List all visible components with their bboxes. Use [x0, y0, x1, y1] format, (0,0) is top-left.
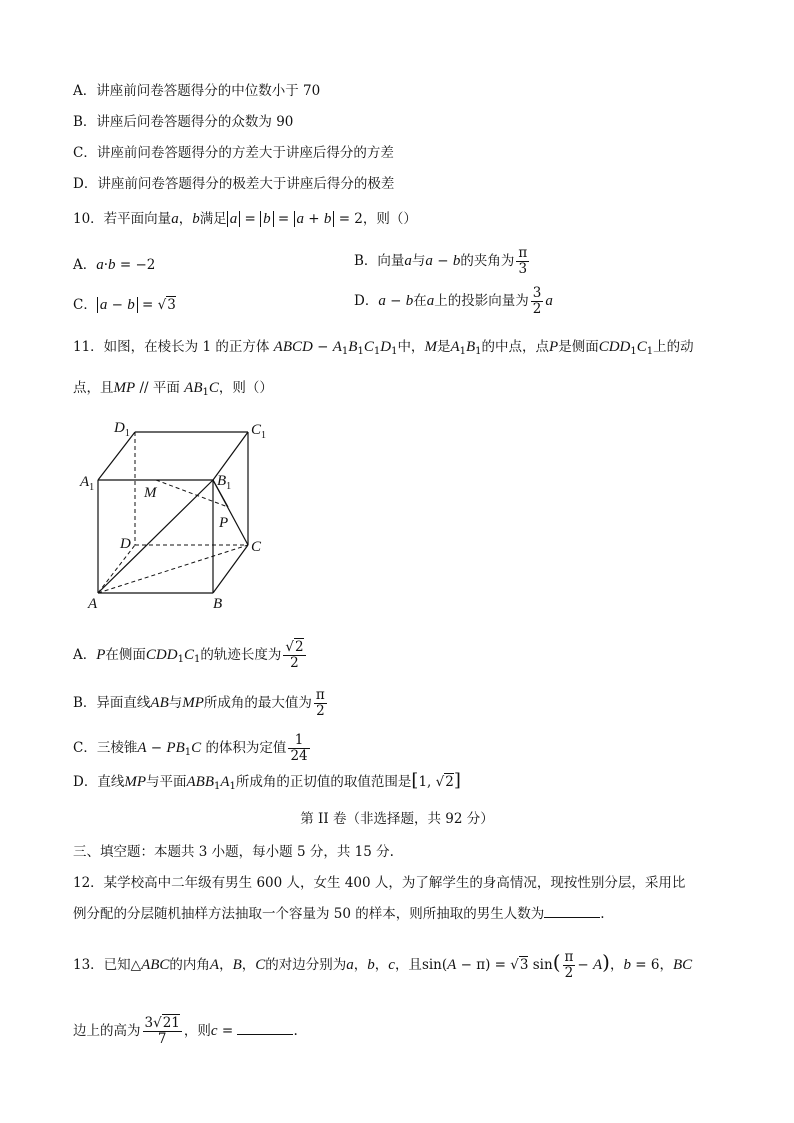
label-c: C — [251, 539, 262, 555]
label-b1: $B_1$ — [217, 473, 232, 492]
q9-option-b: B．讲座后问卷答题得分的众数为 90 — [73, 114, 294, 130]
q11-option-b: B．异面直线AB与MP所成角的最大值为 $\frac{\pi}{2}$ — [73, 687, 325, 719]
edge-ad-hidden — [98, 545, 135, 593]
label-a: A — [88, 596, 98, 612]
edge-bc — [213, 545, 248, 593]
section-3-header: 三、填空题：本题共 3 小题，每小题 5 分，共 15 分. — [73, 844, 394, 860]
q11-stem-line1: 11．如图，在棱长为 1 的正方体 ABCD − $A_1B_1C_1D_1$中，M是$A_1B_1$的中点，点P是侧面$CDD_1C_1$上的动 — [73, 339, 694, 357]
q9-option-a: A．讲座前问卷答题得分的中位数小于 70 — [73, 83, 321, 99]
label-c1: $C_1$ — [251, 422, 267, 441]
label-a1: $A_1$ — [80, 474, 95, 493]
q11-option-a: A．P在侧面$CDD_1C_1$的轨迹长度为 $\frac{√2}{2}$ — [73, 639, 304, 671]
q13-line1: 13．已知△ABC的内角A，B，C的对边分别为a，b，c，且sin(A − π) = √3 sin( $\frac{\pi}{2}$ − A)，b = 6，BC — [73, 949, 693, 981]
q10-stem: 10．若平面向量a，b满足 a = b = a + b = 2，则（） — [73, 211, 417, 227]
q9-option-c: C．讲座前问卷答题得分的方差大于讲座后得分的方差 — [73, 145, 394, 161]
q10-option-d: D．a − b在a上的投影向量为 $\frac{3}{2}$ a — [354, 285, 553, 317]
q10-option-c: C． a − b = √3 — [73, 297, 176, 313]
q12-line2: 例分配的分层随机抽样方法抽取一个容量为 50 的样本，则所抽取的男生人数为 . — [73, 903, 605, 923]
q10-option-a: A．a·b = −2 — [73, 257, 156, 273]
edge-d1a1 — [98, 432, 135, 480]
q13-answer-blank[interactable] — [237, 1020, 293, 1035]
label-m: M — [144, 485, 157, 501]
q9-option-d: D．讲座前问卷答题得分的极差大于讲座后得分的极差 — [73, 176, 395, 192]
label-d1: $D_1$ — [114, 420, 130, 439]
label-b: B — [213, 596, 223, 612]
q11-option-c: C．三棱锥$A - PB_1C$ 的体积为定值 $\frac{1}{24}$ — [73, 732, 308, 764]
segment-ac-hidden — [98, 545, 248, 593]
q10-option-b: B．向量a与a − b的夹角为 $\frac{\pi}{3}$ — [354, 245, 528, 277]
label-d: D — [120, 536, 131, 552]
q13-line2: 边上的高为 $\frac{3√21}{7}$ ，则c = . — [73, 1015, 298, 1047]
section-2-title: 第 II 卷（非选择题，共 92 分） — [300, 811, 494, 827]
label-p: P — [219, 515, 229, 531]
q11-option-d: D．直线MP与平面$ABB_1A_1$所成角的正切值的取值范围是[1, √2] — [73, 770, 461, 792]
q11-stem-line2: 点，且MP // 平面 $AB_1C$，则（） — [73, 380, 273, 398]
cube-figure — [78, 410, 278, 615]
q12-answer-blank[interactable] — [544, 903, 600, 918]
q12-line1: 12．某学校高中二年级有男生 600 人，女生 400 人，为了解学生的身高情况，现按性别分层，采用比 — [73, 875, 686, 891]
